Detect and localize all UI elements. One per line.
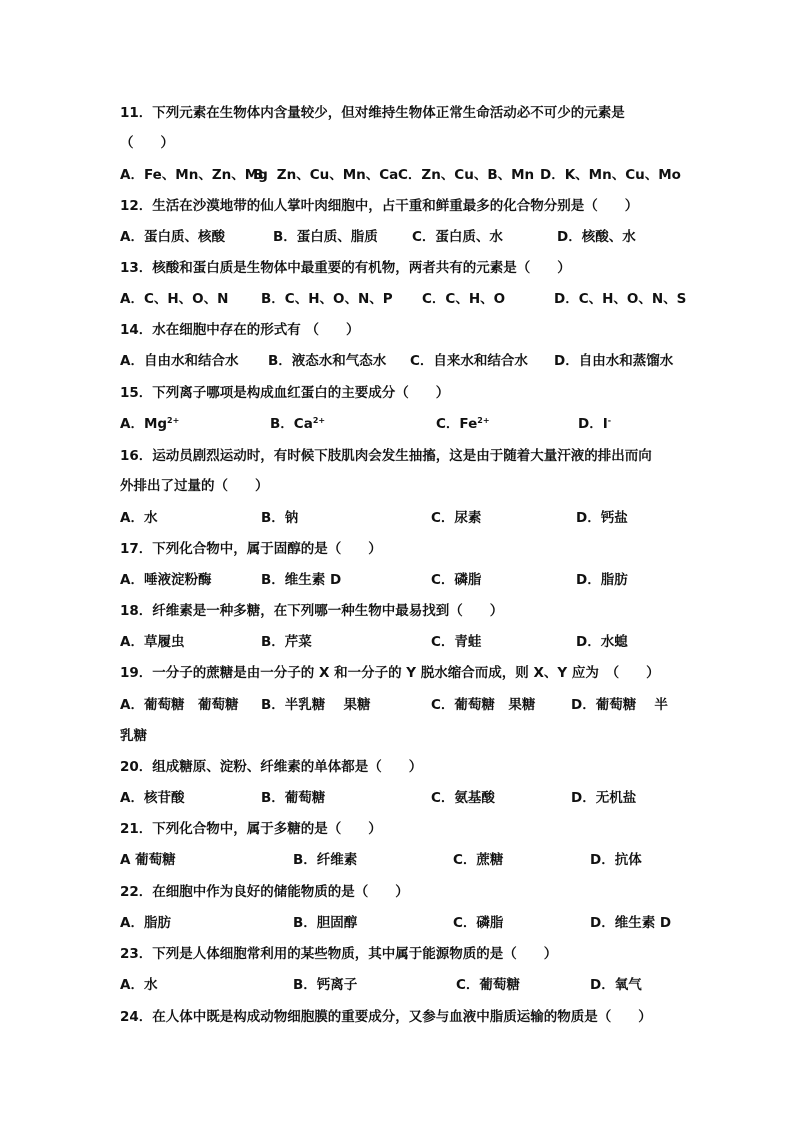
- question-24-stem: 24．在人体中既是构成动物细胞膜的重要成分，又参与血液中脂质运输的物质是（ ）: [120, 1009, 652, 1025]
- question-14-options: [120, 350, 680, 372]
- question-17-stem: 17．下列化合物中，属于固醇的是（ ）: [120, 541, 382, 557]
- option-a: A 葡萄糖: [120, 852, 176, 868]
- question-11-stem: 11．下列元素在生物体内含量较少，但对维持生物体正常生命活动必不可少的元素是: [120, 105, 625, 121]
- question-16-options: [120, 507, 680, 529]
- question-18-options: [120, 631, 680, 653]
- option-a: A．蛋白质、核酸: [120, 229, 225, 245]
- option-b: B．维生素 D: [261, 572, 342, 588]
- option-a: A．葡萄糖 葡萄糖: [120, 697, 239, 713]
- option-c: C．磷脂: [453, 915, 504, 931]
- option-c: C．青蛙: [431, 634, 482, 650]
- option-c: C．蔗糖: [453, 852, 504, 868]
- question-12-stem: 12．生活在沙漠地带的仙人掌叶肉细胞中，占干重和鲜重最多的化合物分别是（ ）: [120, 198, 639, 214]
- option-d: D．核酸、水: [557, 229, 636, 245]
- question-18-stem: 18．纤维素是一种多糖，在下列哪一种生物中最易找到（ ）: [120, 603, 504, 619]
- option-d: D．水螅: [576, 634, 628, 650]
- question-19-options: [120, 694, 680, 716]
- option-c-text: C．Fe: [436, 416, 478, 432]
- option-a-text: A．Mg: [120, 416, 168, 432]
- option-b: B．钠: [261, 510, 299, 526]
- option-c: C．葡萄糖: [456, 977, 520, 993]
- option-a: [120, 413, 179, 435]
- option-a: A．脂肪: [120, 915, 171, 931]
- option-c: C．葡萄糖 果糖: [431, 697, 536, 713]
- option-a: A．核苷酸: [120, 790, 185, 806]
- option-a: A．自由水和结合水: [120, 353, 239, 369]
- option-a: A．草履虫: [120, 634, 185, 650]
- question-12-options: [120, 226, 680, 248]
- question-20-stem: 20．组成糖原、淀粉、纤维素的单体都是（ ）: [120, 759, 423, 775]
- question-22-options: [120, 912, 680, 934]
- option-b: B．芹菜: [261, 634, 312, 650]
- option-a-charge: 2+: [167, 416, 180, 425]
- option-d: D．钙盐: [576, 510, 628, 526]
- question-17-options: [120, 569, 680, 591]
- option-d: D．K、Mn、Cu、Mo: [540, 167, 681, 183]
- option-d: D．脂肪: [576, 572, 628, 588]
- question-19-stem: 19．一分子的蔗糖是由一分子的 X 和一分子的 Y 脱水缩合而成，则 X、Y 应为 （ ）: [120, 665, 660, 681]
- option-c: C．自来水和结合水: [410, 353, 528, 369]
- option-d-charge: -: [607, 416, 612, 425]
- option-b: B．葡萄糖: [261, 790, 326, 806]
- option-c: C．蛋白质、水: [412, 229, 503, 245]
- option-b: [270, 413, 325, 435]
- option-d: D．C、H、O、N、S: [554, 291, 687, 307]
- option-c: C．Zn、Cu、B、Mn: [398, 167, 535, 183]
- question-11-options: [120, 164, 680, 186]
- option-b: B．钙离子: [293, 977, 358, 993]
- option-b: B．半乳糖 果糖: [261, 697, 371, 713]
- option-a: A．Fe、Mn、Zn、Mg: [120, 167, 268, 183]
- option-c: C．C、H、O: [422, 291, 506, 307]
- question-15-options: [120, 413, 680, 435]
- option-c: [436, 413, 490, 435]
- question-13-options: [120, 288, 687, 310]
- question-20-options: [120, 787, 680, 809]
- question-14-stem: 14．水在细胞中存在的形式有 （ ）: [120, 322, 360, 338]
- option-b-text: B．Ca: [270, 416, 313, 432]
- question-11-paren: （ ）: [120, 135, 174, 151]
- option-b: B．胆固醇: [293, 915, 358, 931]
- option-a: A．C、H、O、N: [120, 291, 229, 307]
- question-23-stem: 23．下列是人体细胞常利用的某些物质，其中属于能源物质的是（ ）: [120, 946, 558, 962]
- question-21-options: [120, 849, 680, 871]
- option-b: B．液态水和气态水: [268, 353, 387, 369]
- question-16-stem-line1: 16．运动员剧烈运动时，有时候下肢肌肉会发生抽搐，这是由于随着大量汗液的排出而向: [120, 448, 652, 464]
- option-d: [578, 413, 611, 435]
- option-b: B．蛋白质、脂质: [273, 229, 378, 245]
- option-b-charge: 2+: [312, 416, 326, 425]
- question-19-option-d-continued: 乳糖: [120, 728, 147, 744]
- option-d: D．无机盐: [571, 790, 637, 806]
- option-c: C．磷脂: [431, 572, 482, 588]
- option-c: C．尿素: [431, 510, 482, 526]
- option-d-text: D．I: [578, 416, 608, 432]
- question-23-options: [120, 974, 680, 996]
- option-b: B．C、H、O、N、P: [261, 291, 393, 307]
- option-a: A．水: [120, 977, 158, 993]
- question-21-stem: 21．下列化合物中，属于多糖的是（ ）: [120, 821, 382, 837]
- option-d: D．氧气: [590, 977, 642, 993]
- question-16-stem-line2: 外排出了过量的（ ）: [120, 478, 269, 494]
- option-c: C．氨基酸: [431, 790, 495, 806]
- option-c-charge: 2+: [477, 416, 490, 425]
- question-13-stem: 13．核酸和蛋白质是生物体中最重要的有机物，两者共有的元素是（ ）: [120, 260, 571, 276]
- option-b: B．纤维素: [293, 852, 358, 868]
- question-22-stem: 22．在细胞中作为良好的储能物质的是（ ）: [120, 884, 409, 900]
- option-d: D．抗体: [590, 852, 642, 868]
- question-15-stem: 15．下列离子哪项是构成血红蛋白的主要成分（ ）: [120, 385, 450, 401]
- option-a: A．唾液淀粉酶: [120, 572, 212, 588]
- option-b: B．Zn、Cu、Mn、Ca: [253, 167, 399, 183]
- option-d: D．维生素 D: [590, 915, 672, 931]
- option-d: D．自由水和蒸馏水: [554, 353, 674, 369]
- option-a: A．水: [120, 510, 158, 526]
- option-d: D．葡萄糖 半: [571, 697, 668, 713]
